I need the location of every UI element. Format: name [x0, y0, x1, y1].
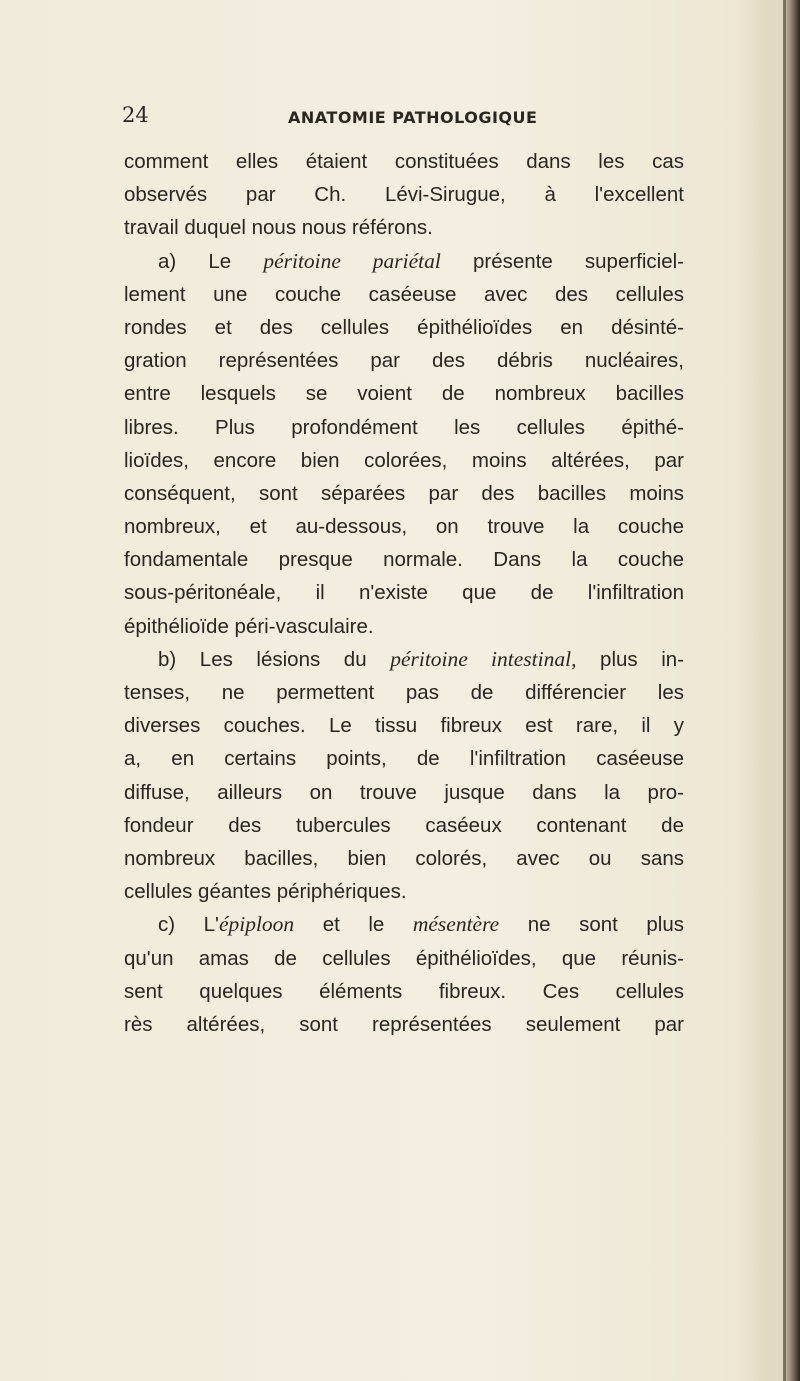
text-line: rondes et des cellules épithélioïdes en désinté- — [124, 315, 684, 339]
text-line: lement une couche caséeuse avec des cellules — [124, 282, 684, 306]
term-peritoine-intestinal: péritoine intestinal, — [390, 646, 577, 671]
text-line: sent quelques éléments fibreux. Ces cellules — [124, 979, 684, 1003]
running-head: ANATOMIE PATHOLOGIQUE — [288, 108, 538, 127]
text-line: lioïdes, encore bien colorées, moins altérées, par — [124, 448, 684, 472]
text-line: a, en certains points, de l'infiltration caséeuse — [124, 747, 684, 771]
text-line: travail duquel nous nous référons. — [124, 216, 433, 240]
term-mesentere: mésentère — [412, 912, 500, 937]
text-line: gration représentées par des débris nucléaires, — [124, 349, 684, 373]
text-line: comment elles étaient constituées dans les cas — [124, 150, 684, 173]
text-line: nombreux, et au-dessous, on trouve la couche — [124, 515, 684, 539]
text-line: tenses, ne permettent pas de différencier les — [124, 681, 684, 704]
text-line: fondeur des tubercules caséeux contenant de — [124, 813, 684, 837]
page-header — [0, 103, 800, 133]
text-line: sous-péritonéale, il n'existe que de l'infiltration — [124, 581, 684, 605]
text-line: entre lesquels se voient de nombreux bacilles — [124, 382, 684, 406]
text-line: épithélioïde péri-vasculaire. — [124, 614, 374, 638]
text-line: diffuse, ailleurs on trouve jusque dans la pro- — [124, 780, 684, 804]
text-line: conséquent, sont séparées par des bacilles moins — [124, 481, 684, 505]
page-number: 24 — [122, 103, 149, 127]
text-line: observés par Ch. Lévi-Sirugue, à l'excellent — [124, 183, 684, 207]
text-line: nombreux bacilles, bien colorés, avec ou sans — [124, 846, 684, 870]
paragraph-b-start: b) Les lésions du péritoine intestinal, plus in- — [158, 646, 684, 671]
page-binding-edge — [783, 0, 786, 1381]
paragraph-c-start: c) L'épiploon et le mésentère ne sont plus — [158, 912, 684, 937]
term-peritoine-parietal: péritoine pariétal — [263, 248, 441, 273]
body-text — [124, 145, 684, 1041]
term-epiploon: épiploon — [218, 912, 295, 937]
text-line: diverses couches. Le tissu fibreux est rare, il y — [124, 714, 684, 738]
text-line: cellules géantes périphériques. — [124, 880, 407, 904]
text-line: libres. Plus profondément les cellules épithé- — [124, 415, 684, 439]
text-line: qu'un amas de cellules épithélioïdes, que réunis- — [124, 946, 684, 970]
text-line: fondamentale presque normale. Dans la couche — [124, 548, 684, 572]
paragraph-a-start: a) Le péritoine pariétal présente superficiel- — [158, 248, 685, 273]
text-line: rès altérées, sont représentées seulement par — [124, 1012, 684, 1036]
